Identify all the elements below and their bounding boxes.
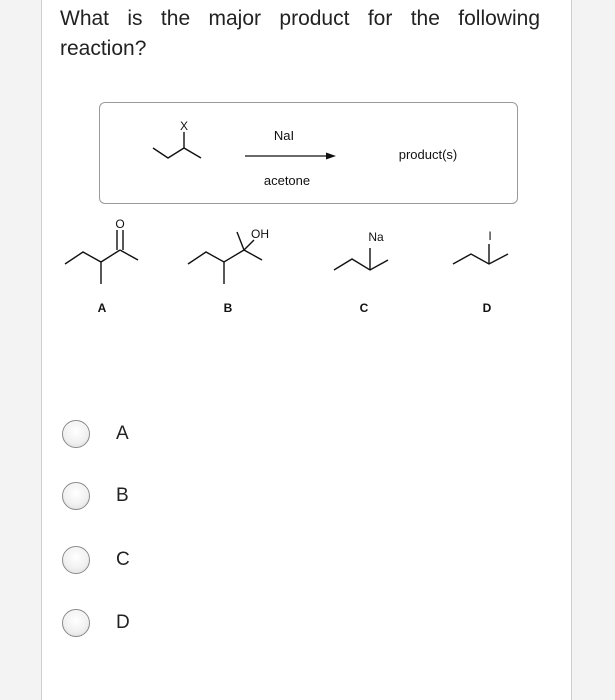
radio-button-b[interactable] — [62, 482, 90, 510]
reagent-label: NaI — [273, 128, 295, 143]
reactant-substituent-label: X — [179, 119, 189, 133]
radio-button-d[interactable] — [62, 609, 90, 637]
question-card — [41, 0, 572, 700]
structure-a — [65, 230, 138, 284]
reaction-scheme — [42, 0, 573, 330]
solvent-label: acetone — [263, 173, 311, 188]
structure-b-label: B — [223, 301, 233, 315]
radio-button-c[interactable] — [62, 546, 90, 574]
structure-d — [453, 244, 508, 264]
structure-a-label: A — [97, 301, 107, 315]
structure-a-oxygen-label: O — [115, 217, 125, 231]
reaction-arrow — [245, 153, 336, 160]
structure-b-hydroxyl-label: OH — [251, 227, 269, 241]
structure-c-label: C — [359, 301, 369, 315]
reactant-structure — [153, 132, 201, 158]
structure-c-sodium-label: Na — [368, 230, 384, 244]
product-label: product(s) — [398, 147, 458, 162]
option-d-label: D — [116, 612, 130, 633]
option-a-label: A — [116, 423, 129, 444]
option-c-label: C — [116, 549, 130, 570]
option-d[interactable] — [62, 601, 262, 645]
structure-d-iodine-label: I — [488, 229, 492, 243]
option-a[interactable] — [62, 412, 262, 456]
structure-c — [334, 248, 388, 270]
option-b-label: B — [116, 485, 129, 506]
structure-d-label: D — [482, 301, 492, 315]
question-text: What is the major product for the following reaction? — [60, 7, 540, 60]
radio-button-a[interactable] — [62, 420, 90, 448]
option-c[interactable] — [62, 538, 262, 582]
option-b[interactable] — [62, 474, 262, 518]
